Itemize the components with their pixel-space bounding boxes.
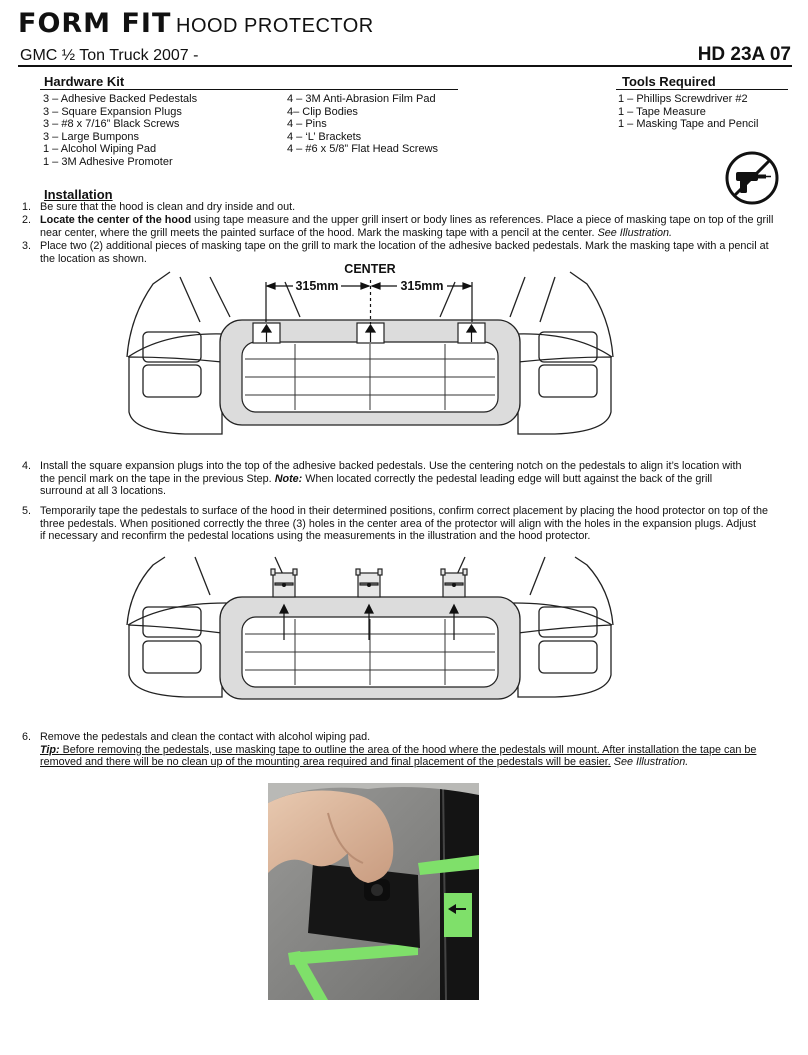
step-text: surround at all 3 locations. <box>40 485 167 497</box>
list-item: 4 – ‘L’ Brackets <box>287 130 362 143</box>
step-text: Place two (2) additional pieces of masking tape on the grill to mark the location of the adhesive backed pedestals. Mark the masking tape with a pencil at <box>40 240 769 252</box>
list-item: 4 – 3M Anti-Abrasion Film Pad <box>287 93 436 105</box>
step-2 <box>22 214 800 239</box>
step-number: 2. <box>22 214 32 226</box>
step-text: the location as shown. <box>40 252 147 265</box>
hardware-list-col1 <box>43 93 197 169</box>
step-5 <box>22 505 800 543</box>
grill-diagram-measurements <box>125 262 615 444</box>
step-text: the pencil mark on the tape in the previous Step. <box>40 472 275 485</box>
step-text: Temporarily tape the pedestals to surface of the hood in their determined positions, confirm correct placement by placing the hood protector on top of the <box>40 505 769 517</box>
list-item: 1 – Tape Measure <box>618 105 706 118</box>
list-item: 3 – #8 x 7/16” Black Screws <box>43 118 180 131</box>
step-1 <box>22 201 800 214</box>
hardware-kit-heading: Hardware Kit <box>44 74 125 89</box>
tip-text: Before removing the pedestals, use masking tape to outline the area of the hood where the pedestals will mount. After installation the tape can be <box>59 743 757 756</box>
step-text: three pedestals. When positioned correctly the three (3) holes in the center area of the protector will align with the holes in the expansion plugs. Adjust <box>40 517 757 530</box>
list-item: 3 – Adhesive Backed Pedestals <box>43 93 198 105</box>
tip-label: Tip: <box>40 743 60 756</box>
step-number: 3. <box>22 240 32 252</box>
tip-text: removed and there will be no clean up of the mounting area required and final placement of the pedestals will be easier. <box>40 756 611 768</box>
list-item: 3 – Square Expansion Plugs <box>43 105 182 118</box>
step-number: 4. <box>22 460 32 472</box>
brand-logo: FORM FIT <box>18 8 172 39</box>
right-dimension-label: 315mm <box>400 279 444 293</box>
see-illustration: See Illustration. <box>613 756 689 768</box>
hood-left-edge <box>127 272 170 357</box>
grill-diagram-pedestals <box>125 555 615 707</box>
list-item: 3 – Large Bumpons <box>43 130 140 143</box>
step-text: near center, where the grill meets the painted surface of the hood. Mark the masking tape with a pencil at the center. <box>40 226 598 239</box>
step-6 <box>22 731 800 769</box>
part-number: HD 23A 07 <box>697 44 791 65</box>
left-dimension-label: 315mm <box>295 279 339 293</box>
list-item: 4 – Pins <box>287 118 327 131</box>
step-number: 6. <box>22 731 32 743</box>
step-4 <box>22 460 800 498</box>
tools-list <box>618 93 758 131</box>
note-label: Note: <box>274 472 303 485</box>
vehicle-title: GMC ½ Ton Truck 2007 - <box>20 47 199 64</box>
list-item: 4 – #6 x 5/8” Flat Head Screws <box>287 143 439 156</box>
step-text: Remove the pedestals and clean the contact with alcohol wiping pad. <box>40 731 371 743</box>
see-illustration: See Illustration. <box>597 226 672 239</box>
center-label: CENTER <box>344 262 396 276</box>
product-title: HOOD PROTECTOR <box>176 15 374 37</box>
step-text: Be sure that the hood is clean and dry inside and out. <box>40 201 296 213</box>
hardware-list-col2 <box>287 93 438 156</box>
step-text: if necessary and reconfirm the pedestal locations using the measurements in the illustration and the hood protector. <box>40 530 591 542</box>
list-item: 4– Clip Bodies <box>287 105 358 118</box>
list-item: 1 – Alcohol Wiping Pad <box>43 143 157 156</box>
installation-heading: Installation <box>44 187 113 202</box>
step-number: 5. <box>22 505 32 517</box>
installation-photo <box>268 783 479 1000</box>
tools-heading: Tools Required <box>622 74 716 89</box>
list-item: 1 – Masking Tape and Pencil <box>618 118 759 131</box>
header-divider <box>18 65 792 67</box>
list-item: 1 – Phillips Screwdriver #2 <box>618 93 748 105</box>
step-emphasis: Locate the center of the hood <box>40 214 192 226</box>
step-text: using tape measure and the upper grill insert or body lines as references. Place a piece of masking tape on top of the grill <box>191 214 774 226</box>
list-item: 1 – 3M Adhesive Promoter <box>43 155 173 168</box>
hardware-kit-underline <box>40 89 458 90</box>
step-number: 1. <box>22 201 32 213</box>
step-text: Install the square expansion plugs into the top of the adhesive backed pedestals. Use the centering notch on the pedestals to align it’s location with <box>40 460 742 472</box>
step-text: When located correctly the pedestal leading edge will butt against the back of the grill <box>302 472 713 485</box>
tools-underline <box>616 89 788 90</box>
no-power-drill-icon <box>724 150 780 206</box>
hood-right-edge <box>570 272 613 357</box>
